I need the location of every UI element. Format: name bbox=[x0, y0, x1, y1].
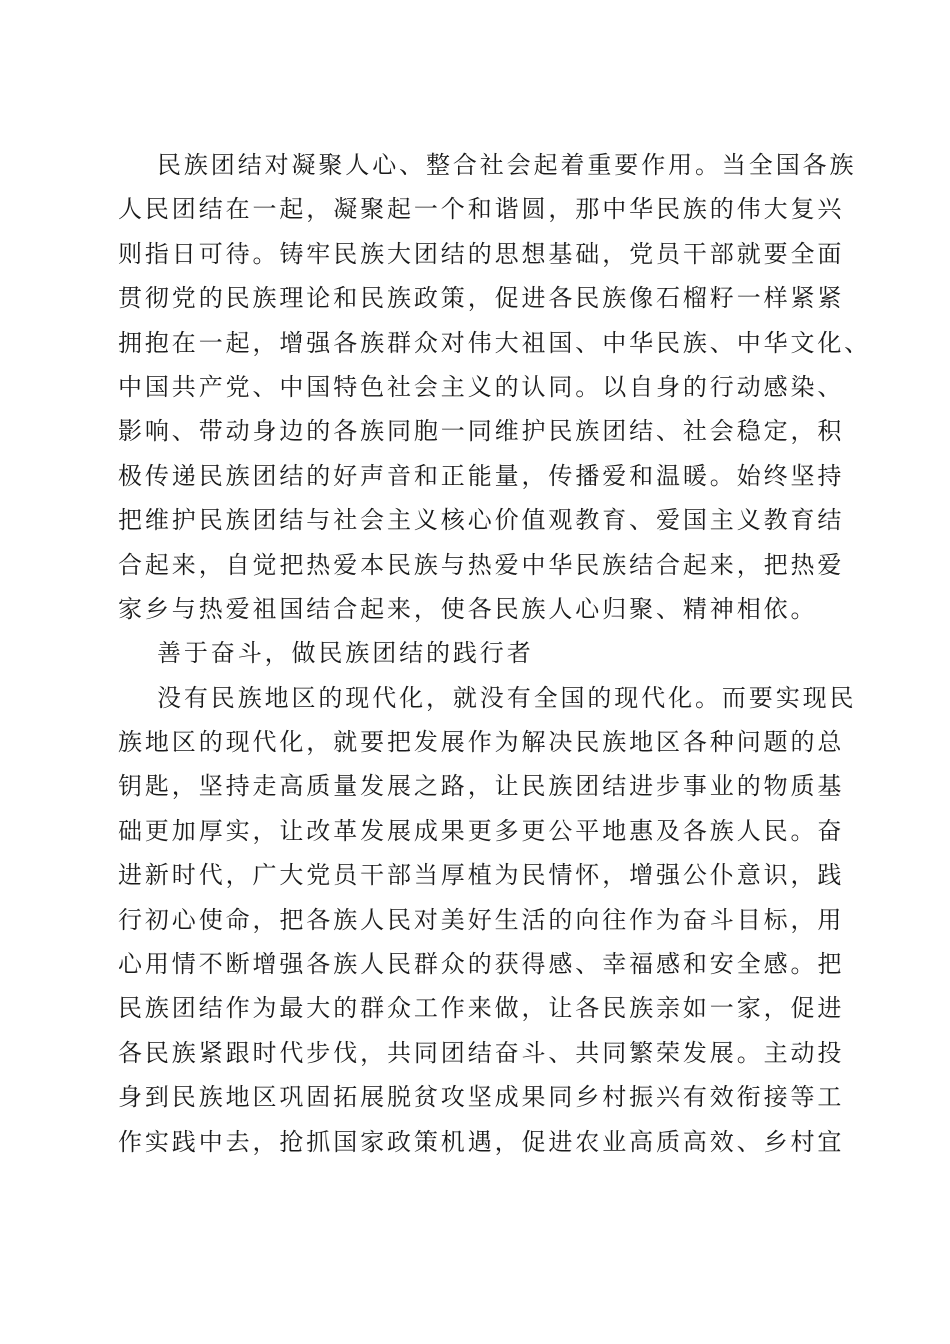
paragraph-line: 行初心使命，把各族人民对美好生活的向往作为奋斗目标，用 bbox=[118, 905, 845, 934]
paragraph-line: 民族团结作为最大的群众工作来做，让各民族亲如一家，促进 bbox=[118, 994, 845, 1023]
paragraph-line: 合起来，自觉把热爱本民族与热爱中华民族结合起来，把热爱 bbox=[118, 550, 845, 579]
paragraph-line: 中国共产党、中国特色社会主义的认同。以自身的行动感染、 bbox=[118, 372, 845, 401]
paragraph-line: 家乡与热爱祖国结合起来，使各民族人心归聚、精神相依。 bbox=[118, 594, 818, 623]
paragraph-line: 则指日可待。铸牢民族大团结的思想基础，党员干部就要全面 bbox=[118, 239, 845, 268]
paragraph-line: 各民族紧跟时代步伐，共同团结奋斗、共同繁荣发展。主动投 bbox=[118, 1038, 845, 1067]
paragraph-line: 没有民族地区的现代化，就没有全国的现代化。而要实现民 bbox=[157, 683, 857, 712]
paragraph-line: 族地区的现代化，就要把发展作为解决民族地区各种问题的总 bbox=[118, 728, 845, 757]
paragraph-line: 身到民族地区巩固拓展脱贫攻坚成果同乡村振兴有效衔接等工 bbox=[118, 1083, 845, 1112]
document-body bbox=[118, 143, 872, 1164]
paragraph-line: 钥匙，坚持走高质量发展之路，让民族团结进步事业的物质基 bbox=[118, 772, 845, 801]
paragraph-line: 础更加厚实，让改革发展成果更多更公平地惠及各族人民。奋 bbox=[118, 816, 845, 845]
paragraph-line: 把维护民族团结与社会主义核心价值观教育、爱国主义教育结 bbox=[118, 506, 845, 535]
paragraph-line: 民族团结对凝聚人心、整合社会起着重要作用。当全国各族 bbox=[157, 151, 857, 179]
paragraph-line: 作实践中去，抢抓国家政策机遇，促进农业高质高效、乡村宜 bbox=[118, 1127, 845, 1156]
paragraph-line: 贯彻党的民族理论和民族政策，促进各民族像石榴籽一样紧紧 bbox=[118, 284, 845, 313]
paragraph-line: 极传递民族团结的好声音和正能量，传播爱和温暖。始终坚持 bbox=[118, 461, 845, 490]
paragraph-line: 人民团结在一起，凝聚起一个和谐圆，那中华民族的伟大复兴 bbox=[118, 195, 845, 224]
section-heading: 善于奋斗，做民族团结的践行者 bbox=[157, 639, 534, 668]
paragraph-line: 心用情不断增强各族人民群众的获得感、幸福感和安全感。把 bbox=[118, 950, 845, 979]
paragraph-line: 拥抱在一起，增强各族群众对伟大祖国、中华民族、中华文化、 bbox=[118, 328, 872, 357]
paragraph-line: 进新时代，广大党员干部当厚植为民情怀，增强公仆意识，践 bbox=[118, 861, 845, 890]
paragraph-line: 影响、带动身边的各族同胞一同维护民族团结、社会稳定，积 bbox=[118, 417, 845, 446]
